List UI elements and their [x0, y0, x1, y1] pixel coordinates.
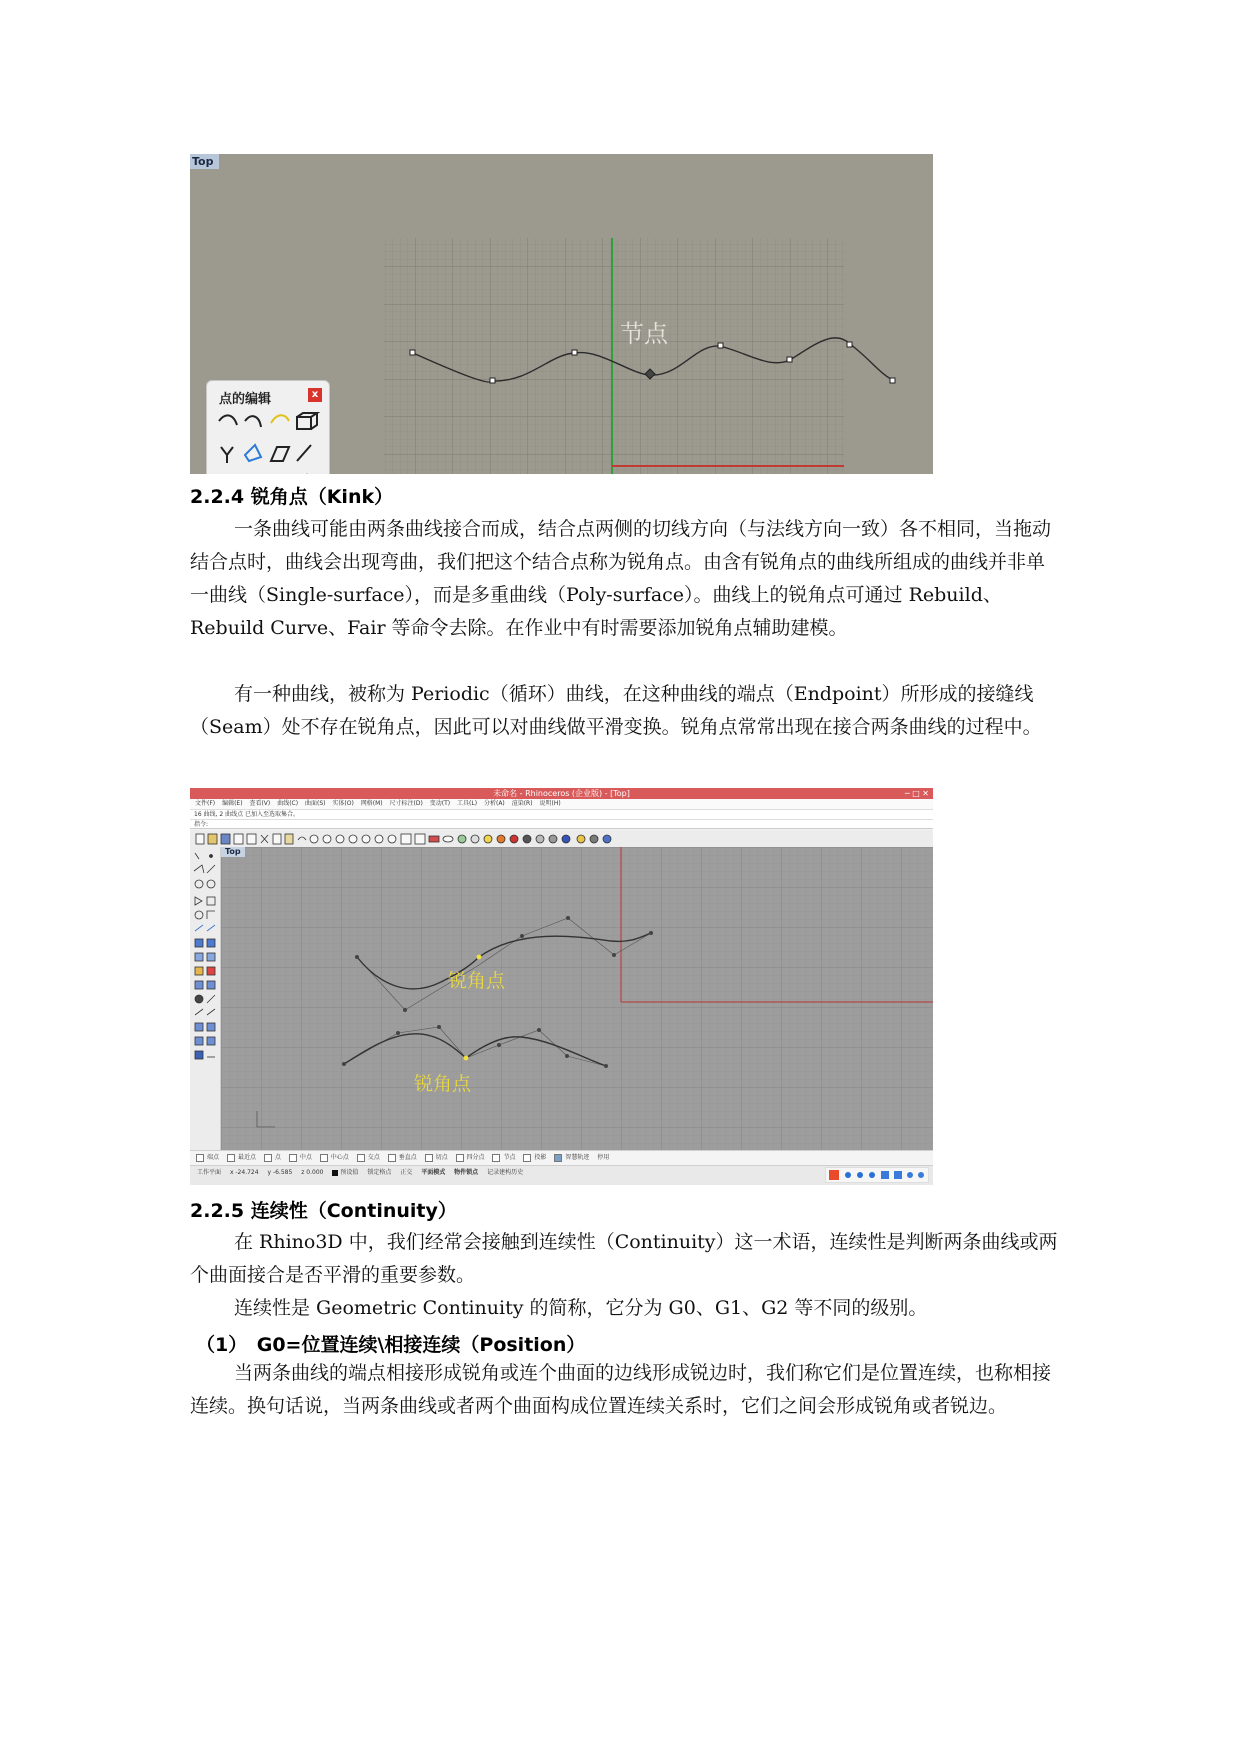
- open-folder-icon: [208, 834, 217, 844]
- osnap-point[interactable]: 点: [264, 1154, 281, 1161]
- paste-icon: [285, 834, 293, 844]
- paragraph-kink-2: 有一种曲线，被称为 Periodic（循环）曲线，在这种曲线的端点（Endpoint）所形成的接缝线（Seam）处不存在锐角点，因此可以对曲线做平滑变换。锐角点常常出现在接合两条曲线的过程中。: [190, 683, 1042, 738]
- zoom-window-icon: [349, 835, 357, 843]
- line-icon: [207, 865, 215, 873]
- menu-transform[interactable]: 变动(T): [429, 800, 451, 807]
- export-icon: [247, 834, 256, 844]
- menu-help[interactable]: 说明(H): [539, 800, 561, 807]
- close-icon[interactable]: x: [308, 388, 322, 402]
- emoji-icon: [869, 1172, 875, 1178]
- osnap-quad[interactable]: 四分点: [456, 1154, 485, 1161]
- knot-label: 节点: [620, 320, 668, 348]
- osnap-tan[interactable]: 切点: [425, 1154, 448, 1161]
- four-viewports-icon: [415, 834, 425, 844]
- curve-2-icon: [207, 925, 215, 931]
- pan-icon: [310, 835, 318, 843]
- curve-icon: [195, 925, 203, 931]
- status-ortho[interactable]: 正交: [400, 1169, 413, 1176]
- menu-tools[interactable]: 工具(L): [457, 800, 478, 807]
- status-osnap[interactable]: 物件锁点: [454, 1169, 479, 1176]
- select-icon: [458, 835, 466, 843]
- command-history: 16 曲线, 2 曲线点 已加入至选取集合。: [190, 809, 933, 819]
- array-icon: [195, 1051, 203, 1059]
- new-file-icon: [196, 834, 204, 844]
- copy-object-icon: [207, 1023, 215, 1031]
- zoom-extents-icon: [362, 835, 370, 843]
- arc-icon: [195, 911, 203, 919]
- join-icon: [207, 1009, 215, 1015]
- paragraph-g0: 当两条曲线的端点相接形成锐角或连个曲面的边线形成锐边时，我们称它们是位置连续，也称相接连续。换句话说，当两条曲线或者两个曲面构成位置连续关系时，它们之间会形成锐角或者锐边。: [190, 1362, 1052, 1417]
- command-prompt[interactable]: 指令:: [190, 819, 933, 829]
- control-point-icon: [245, 416, 261, 427]
- menu-curve[interactable]: 曲线(C): [277, 800, 299, 807]
- tools-icon: [907, 1172, 913, 1178]
- layer-icon: [429, 836, 439, 842]
- boolean-icon: [207, 967, 215, 975]
- menu-dimension[interactable]: 尺寸标注(D): [389, 800, 423, 807]
- window-title: 未命名 - Rhinoceros (企业版) - [Top]: [493, 789, 630, 798]
- menu-surface[interactable]: 曲面(S): [304, 800, 326, 807]
- system-tray: [825, 1167, 929, 1183]
- visibility-icon: [443, 836, 453, 842]
- ime-icon: [829, 1170, 839, 1180]
- render-icon: [510, 835, 518, 843]
- osnap-end[interactable]: 端点: [196, 1154, 219, 1161]
- osnap-bar: [190, 1150, 933, 1165]
- options-icon: [577, 835, 585, 843]
- punctuation-icon: [857, 1172, 863, 1178]
- box-icon: [297, 413, 317, 429]
- zoom-selected-icon: [375, 835, 383, 843]
- keyboard-icon: [881, 1171, 889, 1179]
- viewport-label[interactable]: Top: [190, 154, 219, 169]
- menu-edit[interactable]: 编辑(E): [222, 800, 243, 807]
- loft-icon: [207, 953, 215, 961]
- status-grid-snap[interactable]: 锁定格点: [367, 1169, 392, 1176]
- circle-2-icon: [207, 880, 215, 888]
- figure-knot-screenshot: [190, 154, 933, 474]
- mesh-icon: [195, 981, 203, 989]
- copy-icon: [273, 834, 281, 844]
- paragraph-kink-1: 一条曲线可能由两条曲线接合而成，结合点两侧的切线方向（与法线方向一致）各不相同，当拖动结合点时，曲线会出现弯曲，我们把这个结合点称为锐角点。由含有锐角点的曲线所组成的曲线并非单一曲线（Single-surface），而是多重曲线（Poly-surface）。曲线上的锐角点可通过 Rebuild、Rebuild Curve、Fair 等命令去除。在作业中有时需要添加锐角点辅助建模。: [190, 518, 1052, 639]
- save-icon: [221, 834, 230, 844]
- subheading-g0: （1） G0=位置连续\相接连续（Position）: [196, 1334, 586, 1356]
- status-z: z 0.000: [301, 1169, 324, 1176]
- settings-icon: [918, 1172, 924, 1178]
- viewport-canvas[interactable]: [221, 847, 933, 1150]
- kink-label-lower: 锐角点: [414, 1073, 472, 1095]
- triangle-icon: [195, 897, 202, 905]
- select-arrow-icon: [195, 853, 199, 859]
- print-icon: [234, 834, 243, 844]
- skin-icon: [894, 1171, 902, 1179]
- section-heading-continuity: 2.2.5 连续性（Continuity）: [190, 1200, 457, 1222]
- undo-icon: [298, 837, 306, 840]
- rotate-icon: [245, 445, 261, 461]
- cut-icon: [261, 835, 268, 843]
- edit-curve-icon: [219, 415, 237, 425]
- grid: [384, 238, 844, 474]
- osnap-near[interactable]: 最近点: [227, 1154, 256, 1161]
- palette-tools[interactable]: [215, 411, 321, 474]
- gear-icon: [590, 835, 598, 843]
- rotate-view-icon: [323, 835, 331, 843]
- scale-icon: [207, 1037, 215, 1045]
- menu-bar: [190, 799, 933, 809]
- highlight-curve-icon: [271, 415, 289, 423]
- section-heading-kink: 2.2.4 锐角点（Kink）: [190, 486, 394, 508]
- menu-analyze[interactable]: 分析(A): [483, 800, 505, 807]
- paragraph-continuity-1: 在 Rhino3D 中，我们经常会接触到连续性（Continuity）这一术语，连续性是判断两条曲线或两个曲面接合是否平滑的重要参数。: [190, 1231, 1058, 1286]
- move-icon: [195, 1023, 203, 1031]
- grid: [221, 847, 933, 1150]
- polyline-icon: [194, 865, 204, 873]
- ghosted-icon: [536, 835, 544, 843]
- fillet-icon: [195, 995, 203, 1003]
- status-cplane: 工作平面: [197, 1169, 222, 1176]
- status-bar: [190, 1165, 933, 1185]
- palette-title: 点的编辑: [219, 392, 272, 407]
- viewport-label[interactable]: Top: [221, 847, 245, 857]
- point-icon: [210, 855, 213, 858]
- split-icon: [195, 1009, 203, 1015]
- ime-mode-icon: [845, 1172, 851, 1178]
- menu-file[interactable]: 文件(F): [195, 800, 216, 807]
- menu-view[interactable]: 查看(V): [249, 800, 271, 807]
- top-viewport[interactable]: [221, 847, 933, 1150]
- kink-label-upper: 锐角点: [448, 970, 506, 992]
- split-icon: [221, 447, 233, 463]
- osnap-disable[interactable]: 停用: [597, 1154, 610, 1161]
- material-icon: [497, 835, 505, 843]
- osnap-perp[interactable]: 垂直点: [388, 1154, 417, 1161]
- status-x: x -24.724: [229, 1169, 259, 1176]
- rectangle-icon: [207, 897, 215, 905]
- properties-icon: [471, 835, 479, 843]
- osnap-mid[interactable]: 中点: [289, 1154, 312, 1161]
- line-icon: [297, 445, 311, 461]
- menu-render[interactable]: 渲染(R): [511, 800, 533, 807]
- mesh-2-icon: [207, 981, 215, 989]
- surface-2-icon: [207, 939, 215, 947]
- xray-icon: [549, 835, 557, 843]
- osnap-intersection[interactable]: 交点: [357, 1154, 380, 1161]
- point-edit-palette[interactable]: [206, 380, 330, 474]
- window-controls[interactable]: ─ □ ✕: [904, 789, 929, 798]
- arc-2-icon: [207, 911, 215, 919]
- standard-toolbar[interactable]: [190, 830, 933, 848]
- extrude-icon: [195, 953, 203, 961]
- surface-icon: [195, 939, 203, 947]
- status-planar[interactable]: 平面模式: [421, 1169, 446, 1176]
- circle-icon: [195, 880, 203, 888]
- menu-solid[interactable]: 实体(O): [332, 800, 354, 807]
- title-bar: [190, 788, 933, 799]
- light-icon: [484, 835, 492, 843]
- menu-mesh[interactable]: 网格(M): [360, 800, 383, 807]
- osnap-smarttrack[interactable]: 智慧轨迹: [554, 1154, 589, 1161]
- osnap-project[interactable]: 投影: [523, 1154, 546, 1161]
- rendered-icon: [562, 835, 570, 843]
- status-history[interactable]: 记录建构历史: [487, 1169, 524, 1176]
- viewport-layout-icon: [401, 834, 411, 844]
- help-icon: [603, 835, 611, 843]
- paragraph-continuity-2: 连续性是 Geometric Continuity 的简称，它分为 G0、G1、G2 等不同的级别。: [234, 1297, 928, 1319]
- trim-icon: [207, 995, 215, 1003]
- osnap-center[interactable]: 中心点: [320, 1154, 349, 1161]
- rotate-object-icon: [195, 1037, 203, 1045]
- shade-icon: [523, 835, 531, 843]
- status-layer[interactable]: 预设值: [332, 1169, 358, 1176]
- status-y: y -6.585: [267, 1169, 293, 1176]
- solid-icon: [195, 967, 203, 975]
- figure-rhino-window: [190, 788, 933, 1185]
- main-toolbar[interactable]: [190, 847, 221, 1150]
- osnap-knot[interactable]: 节点: [492, 1154, 515, 1161]
- undo-view-icon: [388, 835, 396, 843]
- zoom-icon: [336, 835, 344, 843]
- plane-icon: [271, 447, 289, 461]
